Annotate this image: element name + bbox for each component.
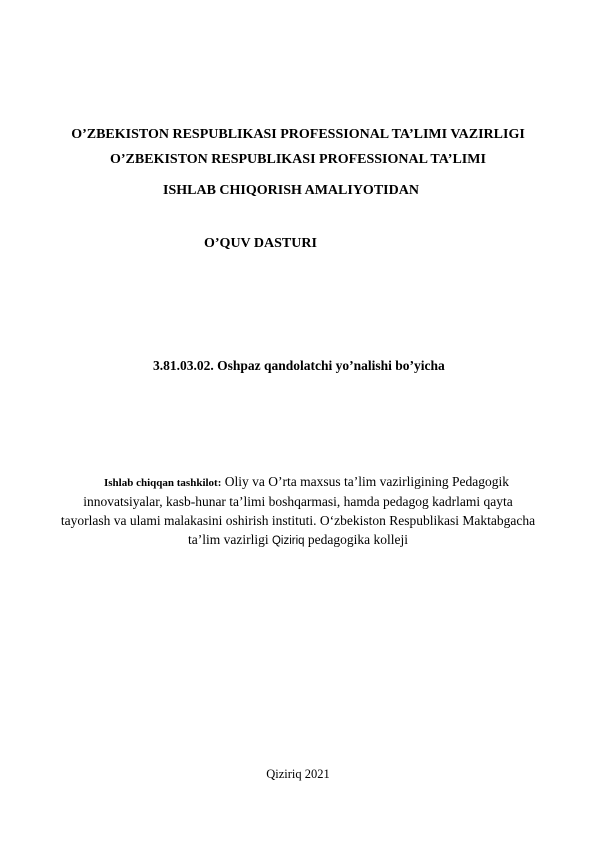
ministry-heading: O’ZBEKISTON RESPUBLIKASI PROFESSIONAL TA’LIMI VAZIRLIGI <box>71 127 525 142</box>
developer-text-4b: pedagogika kolleji <box>304 532 409 547</box>
developer-line-4 <box>0 532 596 549</box>
specialty-title: 3.81.03.02. Oshpaz qandolatchi yo’nalishi bo’yicha <box>153 358 445 373</box>
subheading-line-3: ISHLAB CHIQORISH AMALIYOTIDAN <box>163 183 419 198</box>
developer-line-1 <box>104 474 509 491</box>
document-type-title: O’QUV DASTURI <box>204 236 317 251</box>
developer-line-2: innovatsiyalar, kasb-hunar ta’limi boshqarmasi, hamda pedagog kadrlami qayta <box>83 494 513 509</box>
footer-place-year: Qiziriq 2021 <box>266 767 330 781</box>
developer-place-name: Qiziriq <box>271 535 305 547</box>
subheading-line-2: O’ZBEKISTON RESPUBLIKASI PROFESSIONAL TA’LIMI <box>110 152 486 167</box>
developer-text-1: Oliy va O’rta maxsus ta’lim vazirligining Pedagogik <box>221 474 509 489</box>
developer-label: Ishlab chiqqan tashkilot: <box>104 477 222 489</box>
developer-line-3: tayorlash va ulami malakasini oshirish instituti. O‘zbekiston Respublikasi Maktabgacha <box>60 513 536 528</box>
developer-text-4a: ta’lim vazirligi <box>187 532 272 547</box>
